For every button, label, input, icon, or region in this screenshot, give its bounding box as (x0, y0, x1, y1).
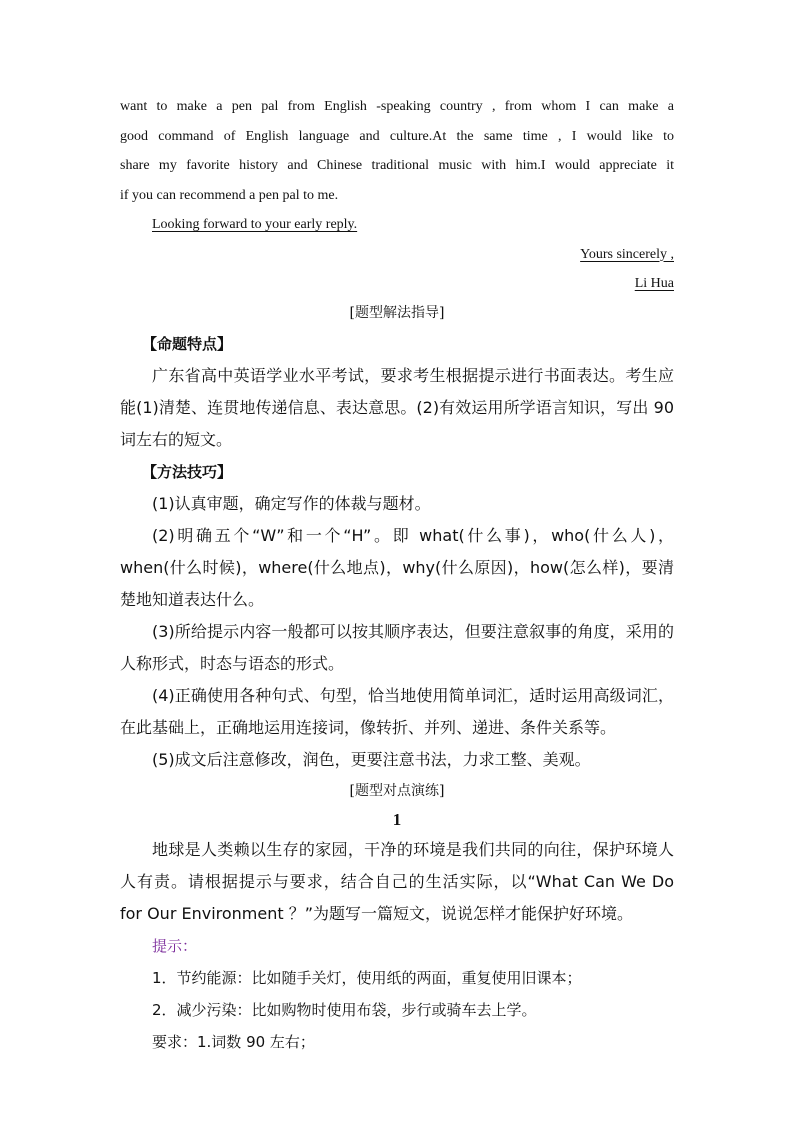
letter-body (120, 92, 674, 298)
feature-heading: 【命题特点】 (142, 334, 233, 353)
letter-closing (120, 210, 674, 240)
letter-line: want to make a pen pal from English -speaking country , from whom I can make a (120, 99, 674, 114)
tips-label: 提示： (152, 936, 198, 955)
method-item: (5)成文后注意修改，润色，更要注意书法，力求工整、美观。 (152, 749, 591, 769)
method-item: (4)正确使用各种句式、句型，恰当地使用简单词汇，适时运用高级词汇，在此基础上，正确地运用连接词，像转折、并列、递进、条件关系等。 (120, 685, 674, 737)
practice-title: [题型对点演练] (349, 782, 445, 799)
letter-sign-off (120, 240, 674, 269)
signature-text: Li Hua (634, 275, 674, 291)
document-page (120, 92, 674, 1058)
method-item: (2)明确五个“W”和一个“H”。即 what(什么事)，who(什么人)，when(什么时候)，where(什么地点)，why(什么原因)，how(怎么样)，要清楚地知道表达什么。 (120, 525, 674, 609)
practice-number: 1 (392, 809, 402, 829)
tip-item: 2．减少污染：比如购物时使用布袋，步行或骑车去上学。 (152, 1000, 537, 1019)
method-item: (1)认真审题，确定写作的体裁与题材。 (152, 493, 431, 513)
closing-text: Looking forward to your early reply. (152, 217, 358, 232)
method-item: (3)所给提示内容一般都可以按其顺序表达，但要注意叙事的角度，采用的人称形式，时态与语态的形式。 (120, 621, 674, 673)
letter-line: good command of English language and culture.At the same time , I would like to (120, 128, 674, 144)
tip-item: 1．节约能源：比如随手关灯，使用纸的两面，重复使用旧课本； (152, 968, 582, 987)
requirement-text: 要求：1.词数 90 左右； (152, 1032, 315, 1051)
guide-title: [题型解法指导] (349, 304, 445, 321)
letter-line: share my favorite history and Chinese traditional music with him.I would appreciate it (120, 158, 674, 173)
letter-signature (120, 269, 674, 298)
sign-off-text: Yours sincerely , (580, 246, 674, 262)
letter-line: if you can recommend a pen pal to me. (120, 187, 339, 203)
feature-text: 广东省高中英语学业水平考试，要求考生根据提示进行书面表达。考生应能(1)清楚、连贯地传递信息、表达意思。(2)有效运用所学语言知识，写出 90 词左右的短文。 (120, 365, 674, 449)
method-heading: 【方法技巧】 (142, 462, 233, 481)
practice-prompt: 地球是人类赖以生存的家园，干净的环境是我们共同的向往，保护环境人人有责。请根据提示与要求，结合自己的生活实际，以“What Can We Do for Our Environment ？”为题写一篇短文，说说怎样才能保护好环境。 (120, 839, 674, 923)
